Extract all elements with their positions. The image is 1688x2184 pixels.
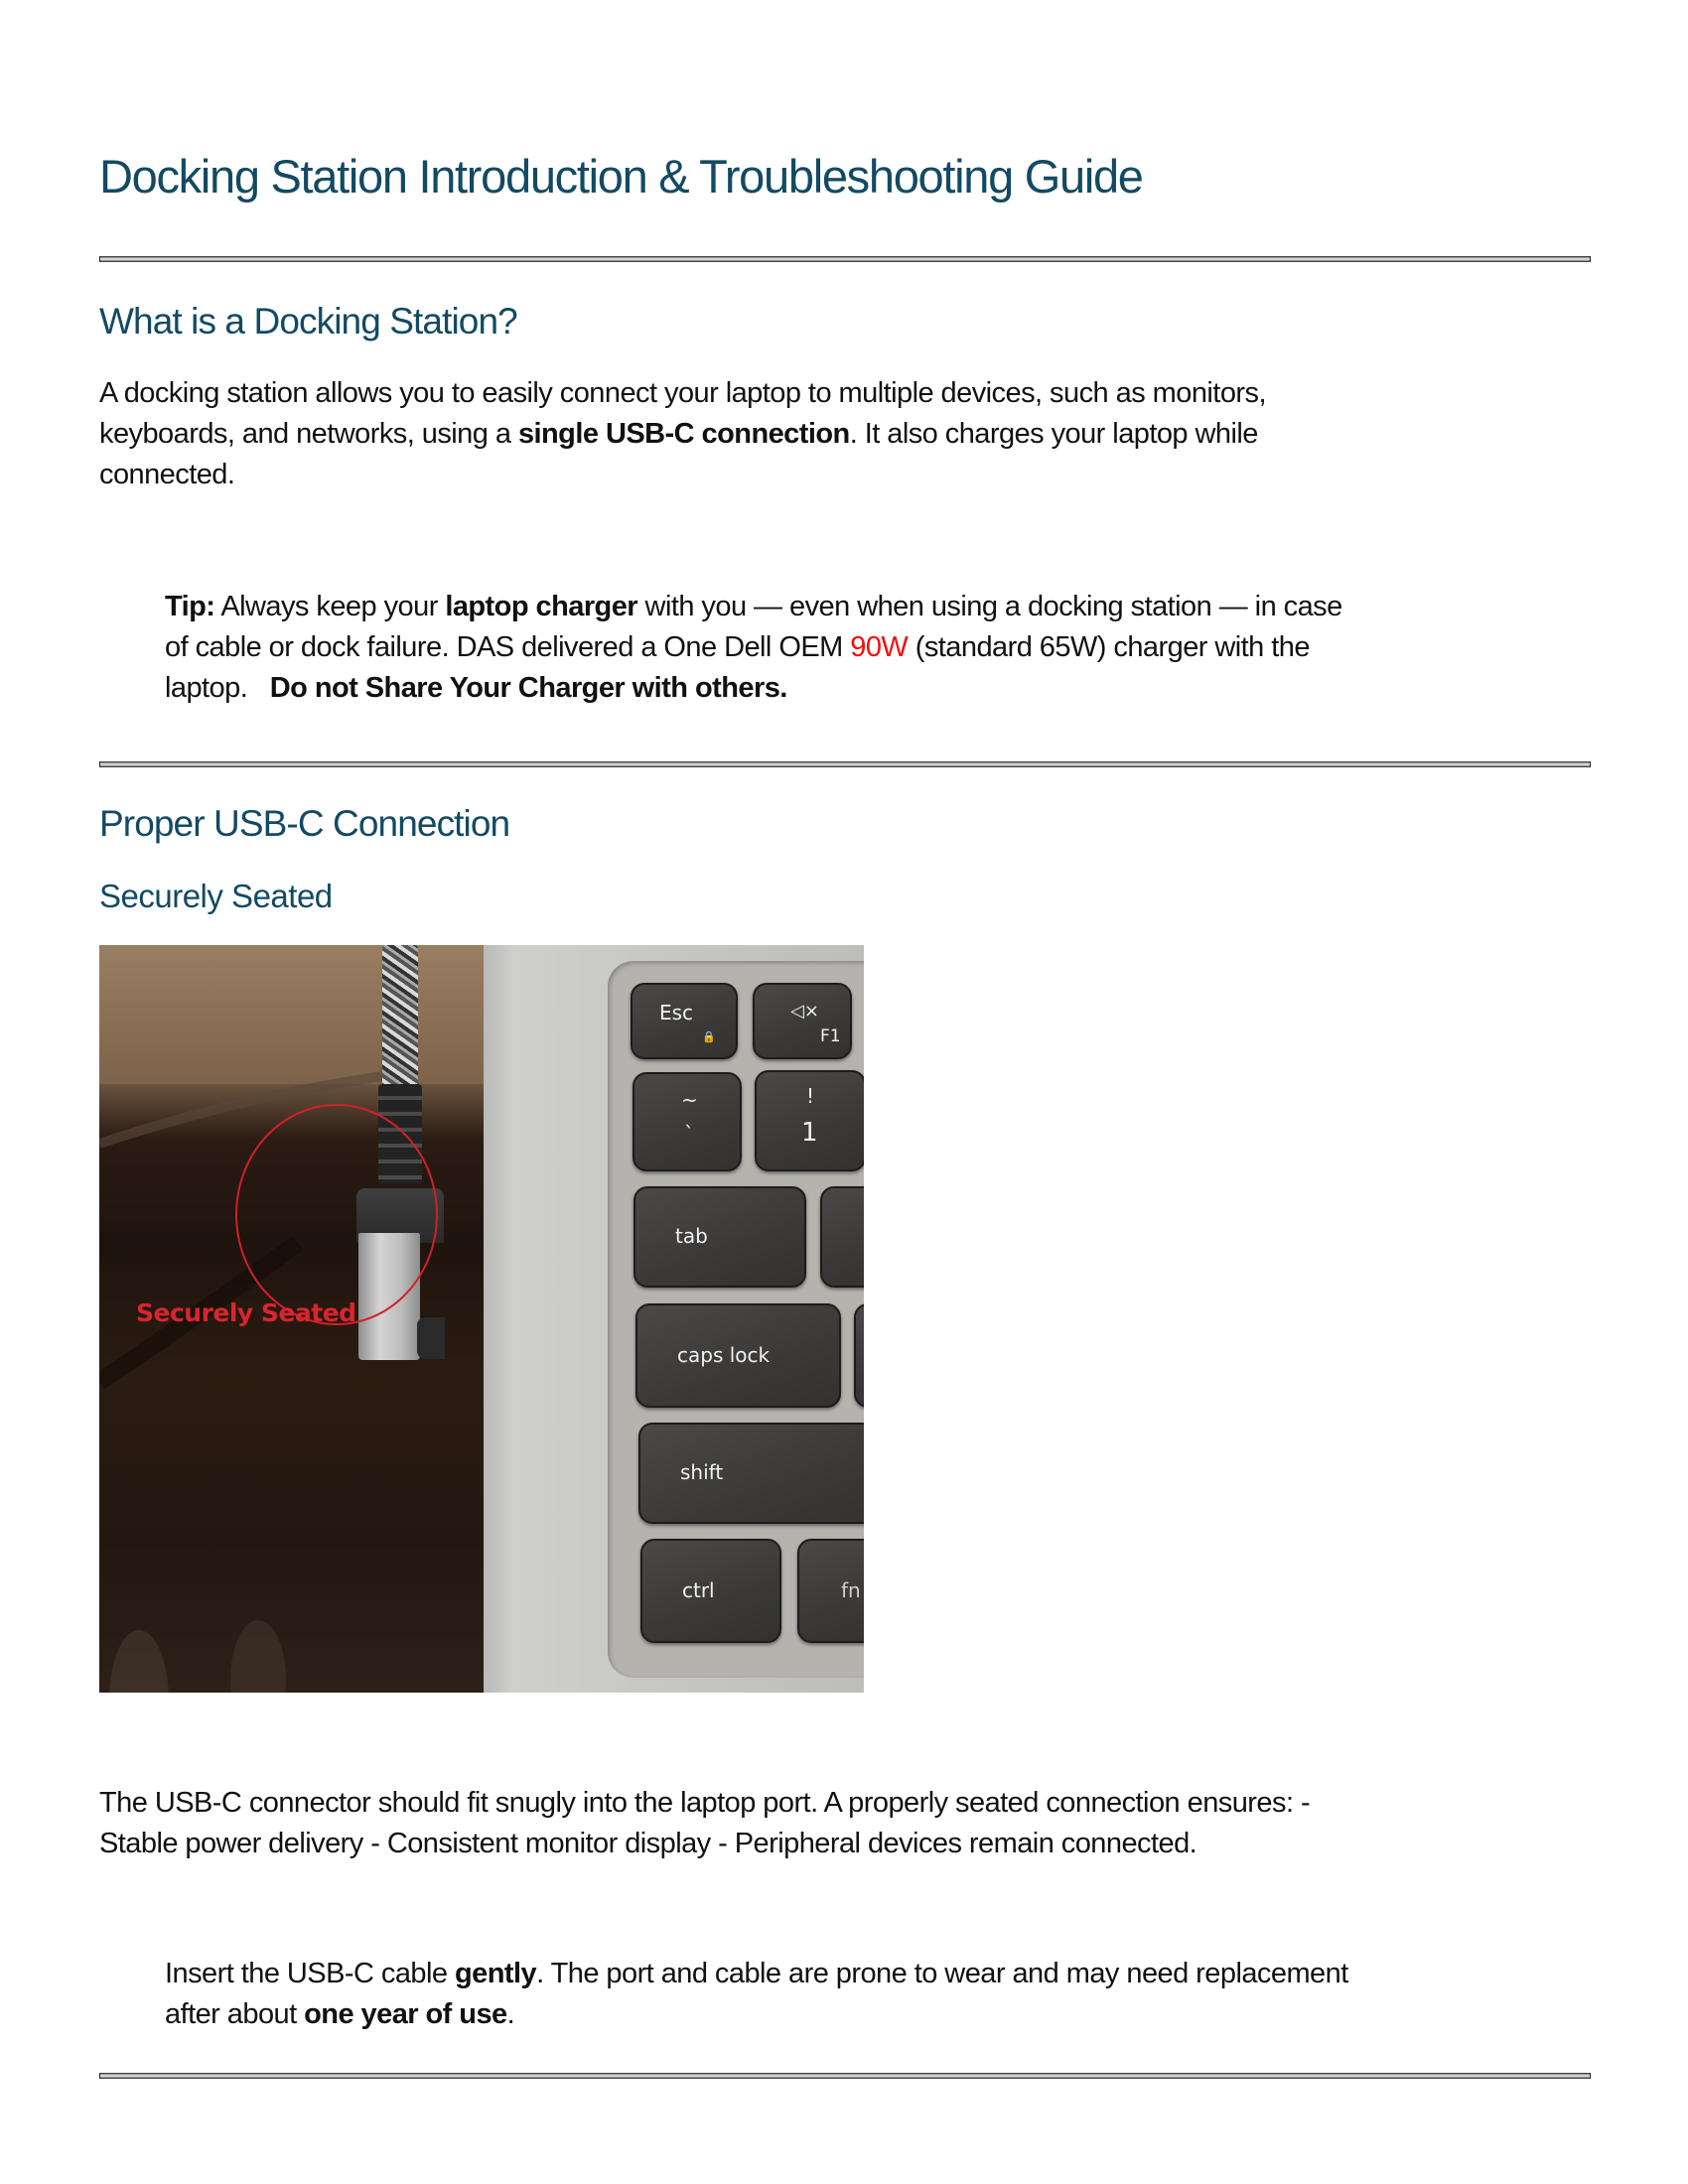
key-esc xyxy=(631,983,738,1059)
key-label: F1 xyxy=(820,1026,841,1046)
note-line-1 xyxy=(165,1954,1348,1994)
text: of cable or dock failure. DAS delivered a One Dell OEM xyxy=(165,631,851,663)
bold-text: one year of use xyxy=(304,1998,507,2030)
photo-caption: Securely Seated xyxy=(136,1298,356,1327)
key-label: ~ xyxy=(681,1088,698,1112)
usb-c-plug xyxy=(417,1317,445,1359)
bold-text: laptop charger xyxy=(445,591,638,622)
tip-label: Tip: xyxy=(165,591,215,622)
key-label: 1 xyxy=(801,1118,818,1148)
wattage-highlight: 90W xyxy=(850,631,909,663)
tip-line-2 xyxy=(165,627,1342,668)
mute-icon: ◁× xyxy=(790,1001,819,1022)
text: with you — even when using a docking station — in case xyxy=(637,591,1342,622)
key-label: fn xyxy=(841,1578,861,1602)
connection-paragraph xyxy=(99,1783,1310,1864)
key-ctrl xyxy=(640,1539,781,1643)
bold-text: gently xyxy=(454,1958,537,1989)
text: laptop. xyxy=(165,672,270,704)
key-caps-lock xyxy=(635,1303,841,1408)
tip-callout xyxy=(165,587,1342,709)
subheading-securely-seated: Securely Seated xyxy=(99,878,333,914)
key-label: ` xyxy=(684,1122,694,1146)
bold-text: single USB-C connection xyxy=(517,418,850,450)
key-label: ctrl xyxy=(682,1578,715,1602)
text: Always keep your xyxy=(214,591,446,622)
text: . It also charges your laptop while xyxy=(849,418,1258,450)
section-heading-usb-c: Proper USB-C Connection xyxy=(99,803,510,844)
key-label: caps lock xyxy=(677,1343,771,1367)
intro-line-2 xyxy=(99,414,1266,455)
text: . xyxy=(506,1998,515,2030)
horizontal-rule xyxy=(99,761,1591,767)
note-line-2 xyxy=(165,1994,1348,2035)
key-q xyxy=(820,1186,864,1288)
text: keyboards, and networks, using a xyxy=(99,418,518,450)
key-label: Esc xyxy=(659,1001,694,1024)
usb-c-connection-photo xyxy=(99,945,864,1693)
connection-line-2: Stable power delivery - Consistent monitor display - Peripheral devices remain connected. xyxy=(99,1828,1197,1859)
key-label: ! xyxy=(806,1084,815,1108)
key-tilde xyxy=(633,1072,742,1171)
intro-paragraph xyxy=(99,373,1266,495)
key-f1 xyxy=(753,983,852,1059)
key-a xyxy=(854,1303,864,1408)
horizontal-rule xyxy=(99,256,1591,262)
page-title: Docking Station Introduction & Troubleshooting Guide xyxy=(99,150,1143,203)
key-fn xyxy=(797,1539,864,1643)
text: after about xyxy=(165,1998,305,2030)
key-1 xyxy=(755,1070,864,1171)
text: . The port and cable are prone to wear and may need replacement xyxy=(536,1958,1348,1989)
text: (standard 65W) charger with the xyxy=(908,631,1310,663)
section-heading-what-is: What is a Docking Station? xyxy=(99,301,517,341)
key-tab xyxy=(633,1186,806,1288)
lock-icon: 🔒 xyxy=(702,1030,716,1043)
connection-line-1: The USB-C connector should fit snugly into the laptop port. A properly seated connection ensures: - xyxy=(99,1787,1311,1819)
key-label: shift xyxy=(680,1460,724,1484)
insert-gently-note xyxy=(165,1954,1348,2035)
text: Insert the USB-C cable xyxy=(165,1958,455,1989)
key-label: tab xyxy=(675,1224,708,1248)
intro-line-3: connected. xyxy=(99,459,235,490)
key-shift xyxy=(638,1423,864,1524)
warning-text: Do not Share Your Charger with others. xyxy=(269,672,787,704)
tip-line-3 xyxy=(165,668,1342,709)
intro-line-1: A docking station allows you to easily connect your laptop to multiple devices, such as monitors, xyxy=(99,377,1266,409)
horizontal-rule xyxy=(99,2073,1591,2079)
highlight-circle xyxy=(235,1104,438,1325)
tip-line-1 xyxy=(165,587,1342,627)
